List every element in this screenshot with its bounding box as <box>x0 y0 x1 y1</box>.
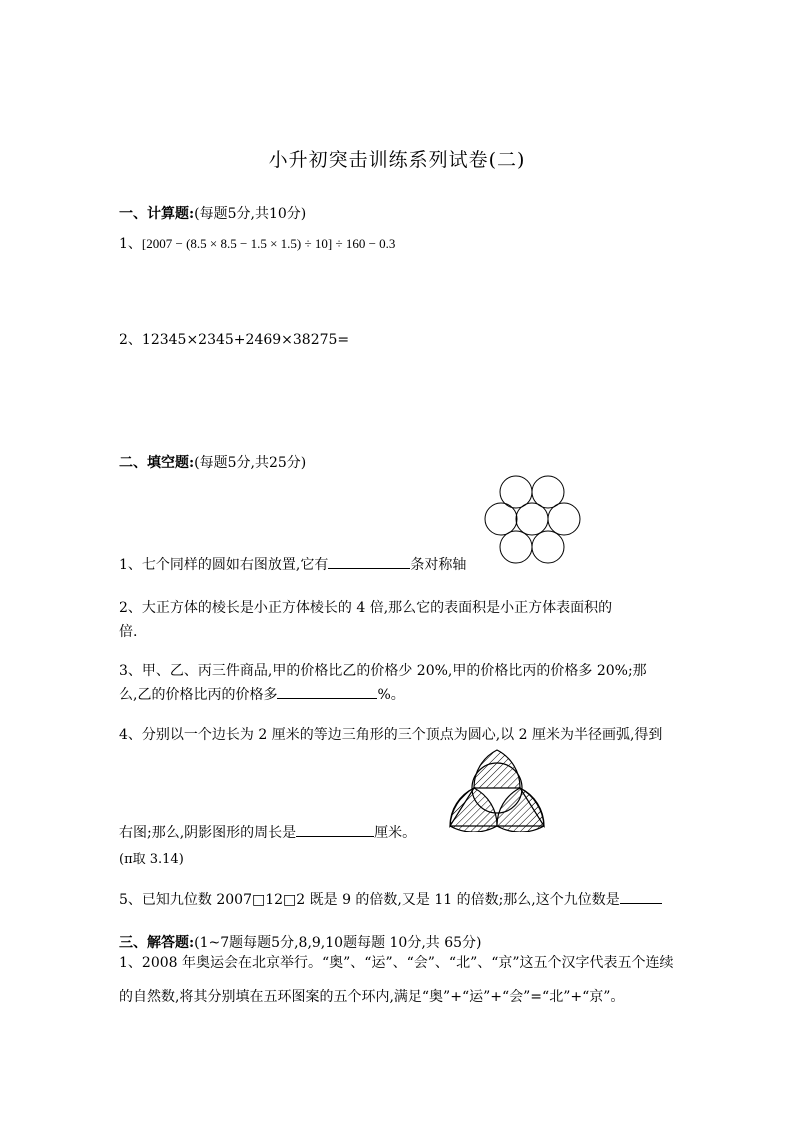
solve-question-1-line-1: 1、2008 年奥运会在北京举行。“奥”、“运”、“会”、“北”、“京”这五个汉字代表五个连续 <box>119 955 674 971</box>
section-1-heading: 一、计算题: <box>119 206 195 222</box>
section-2-heading: 二、填空题: <box>119 455 195 471</box>
fill-question-1: 1、七个同样的圆如右图放置,它有 条对称轴 <box>119 554 466 574</box>
fill-question-2-line-2: 倍. <box>119 624 138 640</box>
fill-question-4-line-1: 4、分别以一个边长为 2 厘米的等边三角形的三个顶点为圆心,以 2 厘米为半径画弧,得到 <box>119 727 663 743</box>
fill-question-3-line-2: 么,乙的价格比丙的价格多 %。 <box>119 684 405 704</box>
seven-circles-figure <box>480 472 585 567</box>
answer-blank[interactable] <box>620 889 662 904</box>
fill-question-2-line-1: 2、大正方体的棱长是小正方体棱长的 4 倍,那么它的表面积是小正方体表面积的 <box>119 600 613 616</box>
pi-note: (π取 3.14) <box>119 852 184 867</box>
answer-blank[interactable] <box>328 554 410 569</box>
section-3-header <box>119 932 482 952</box>
fill-question-3-line-1: 3、甲、乙、丙三件商品,甲的价格比乙的价格少 20%,甲的价格比丙的价格多 20%;那 <box>119 663 647 679</box>
calc-question-2: 2、12345×2345+2469×38275= <box>119 332 350 348</box>
section-3-heading: 三、解答题: <box>119 935 195 951</box>
calc-expression-1: [2007 − (8.5 × 8.5 − 1.5 × 1.5) ÷ 10] ÷ 160 − 0.3 <box>141 236 396 251</box>
section-1-header <box>119 203 306 223</box>
calc-question-1 <box>119 233 395 253</box>
fill-question-5: 5、已知九位数 2007□12□2 既是 9 的倍数,又是 11 的倍数;那么,这个九位数是 <box>119 889 662 909</box>
answer-blank[interactable] <box>277 684 377 699</box>
section-3-note: (1~7题每题5分,8,9,10题每题 10分,共 65分) <box>194 935 482 951</box>
fill-question-4-line-2: 右图;那么,阴影图形的周长是 厘米。 <box>119 822 416 842</box>
section-2-note: (每题5分,共25分) <box>194 455 307 471</box>
page-title: 小升初突击训练系列试卷(二) <box>268 149 526 171</box>
section-1-note: (每题5分,共10分) <box>194 206 307 222</box>
section-2-header <box>119 452 306 472</box>
solve-question-1-line-2: 的自然数,将其分别填在五环图案的五个环内,满足“奥”+“运”+“会”=“北”+“京”。 <box>119 989 625 1005</box>
question-number: 1、 <box>119 236 142 252</box>
answer-blank[interactable] <box>296 822 374 837</box>
arc-triangle-figure <box>448 748 548 832</box>
